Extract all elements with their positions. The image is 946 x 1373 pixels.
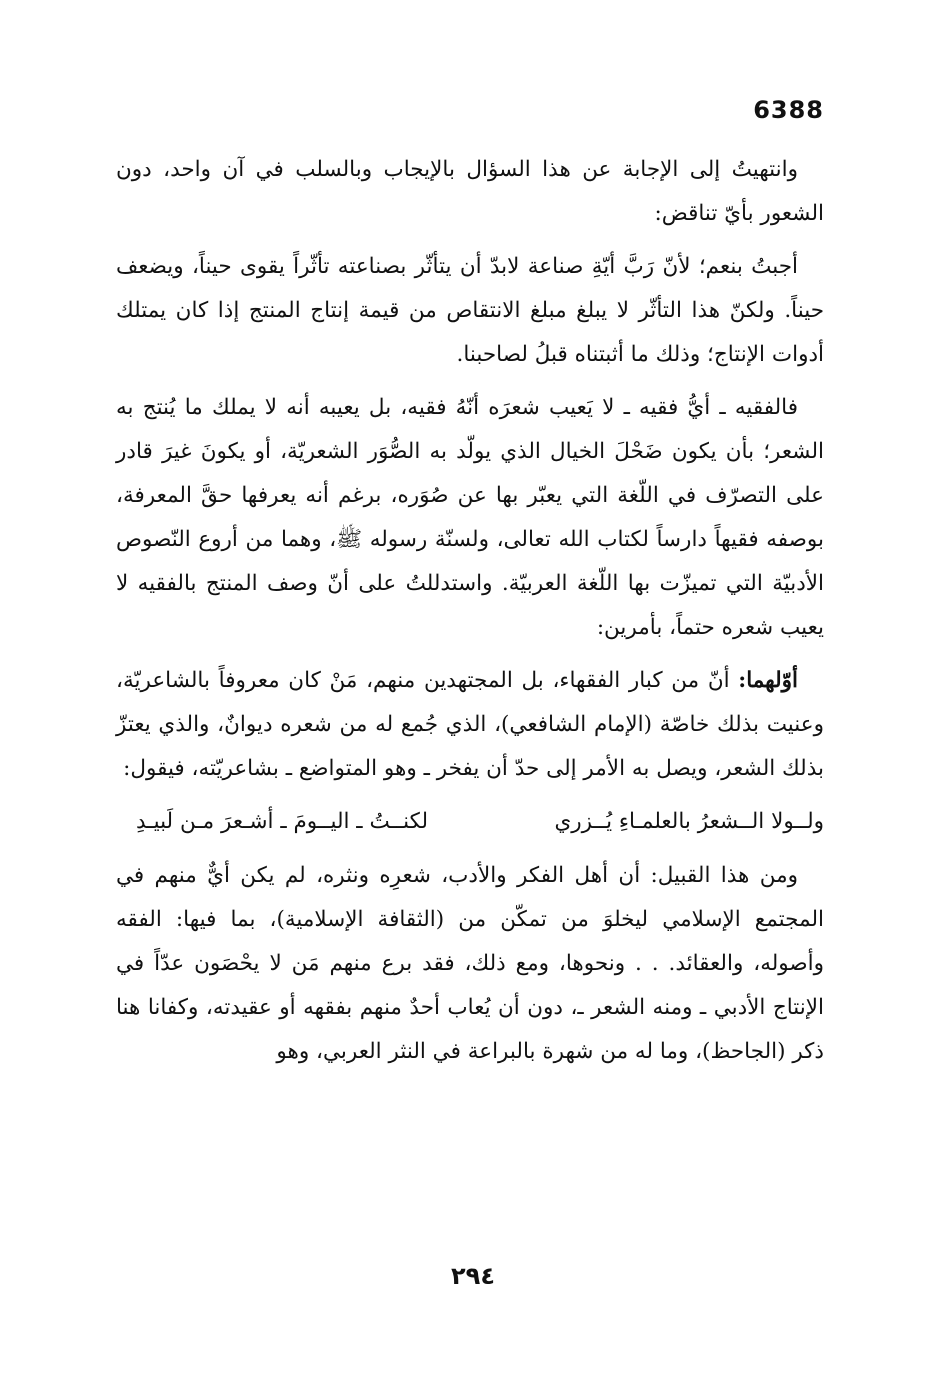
paragraph-2: أجبتُ بنعم؛ لأنّ رَبَّ أيّةِ صناعة لابدّ أن يتأثّر بصناعته تأثّراً يقوى حيناً، ويضعف حيناً. ولكنّ هذا التأثّر لا يبلغ مبلغ الانتقاص من قيمة إنتاج المنتج إذا كان يمتلك أدوات الإنتاج؛ وذلك ما أثبتناه قبلُ لصاحبنا. xyxy=(116,254,824,367)
paragraph-4 xyxy=(116,659,824,791)
verse-second-hemistich: لكنــتُ ـ اليــومَ ـ أشـعرَ مـن لَبيـدِ xyxy=(136,809,429,834)
paragraph-3: فالفقيه ـ أيُّ فقيه ـ لا يَعيب شعرَه أنّهُ فقيه، بل يعيبه أنه لا يملك ما يُنتج به الشعر؛ بأن يكون ضَحْلَ الخيال الذي يولّد به الصُّوَر الشعريّة، أو يكونَ غيرَ قادر على التصرّف في اللّغة التي يعبّر بها عن صُوَره، برغم أنه يعرفها حقَّ المعرفة، بوصفه فقيهاً دارساً لكتاب الله تعالى، ولسنّة رسوله ﷺ، وهما من أروع النّصوص الأدبيّة التي تميزّت بها اللّغة العربيّة. واستدللتُ على أنّ وصف المنتج بالفقيه لا يعيب شعره حتماً، بأمرين: xyxy=(116,395,824,640)
page-number: ٢٩٤ xyxy=(451,1262,495,1290)
verse-first-hemistich: ولــولا الــشعرُ بالعلمـاءِ يُــزري xyxy=(554,809,824,834)
paragraph-4-lead: أوّلهما: xyxy=(738,668,798,693)
reference-number: 6388 xyxy=(753,96,824,124)
page-body xyxy=(116,148,824,1083)
poetry-verse xyxy=(116,800,824,844)
paragraph-5: ومن هذا القبيل: أن أهل الفكر والأدب، شعرِه ونثره، لم يكن أيٌّ منهم في المجتمع الإسلامي ليخلوَ من تمكّن من (الثقافة الإسلامية)، بما فيها: الفقه وأصوله، والعقائد. . . ونحوها، ومع ذلك، فقد برع منهم مَن لا يحْصَون عدّاً في الإنتاج الأدبي ـ ومنه الشعر ـ، دون أن يُعاب أحدٌ منهم بفقهه أو عقيدته، وكفانا هنا ذكر (الجاحظ)، وما له من شهرة بالبراعة في النثر العربي، وهو xyxy=(116,863,824,1064)
paragraph-4-text: أنّ من كبار الفقهاء، بل المجتهدين منهم، مَنْ كان معروفاً بالشاعريّة، وعنيت بذلك خاصّة (الإمام الشافعي)، الذي جُمع له من شعره ديوانٌ، والذي يعتزّ بذلك الشعر، ويصل به الأمر إلى حدّ أن يفخر ـ وهو المتواضع ـ بشاعريّته، فيقول: xyxy=(116,668,824,781)
paragraph-1: وانتهيتُ إلى الإجابة عن هذا السؤال بالإيجاب وبالسلب في آن واحد، دون الشعور بأيّ تناقض: xyxy=(116,157,824,226)
